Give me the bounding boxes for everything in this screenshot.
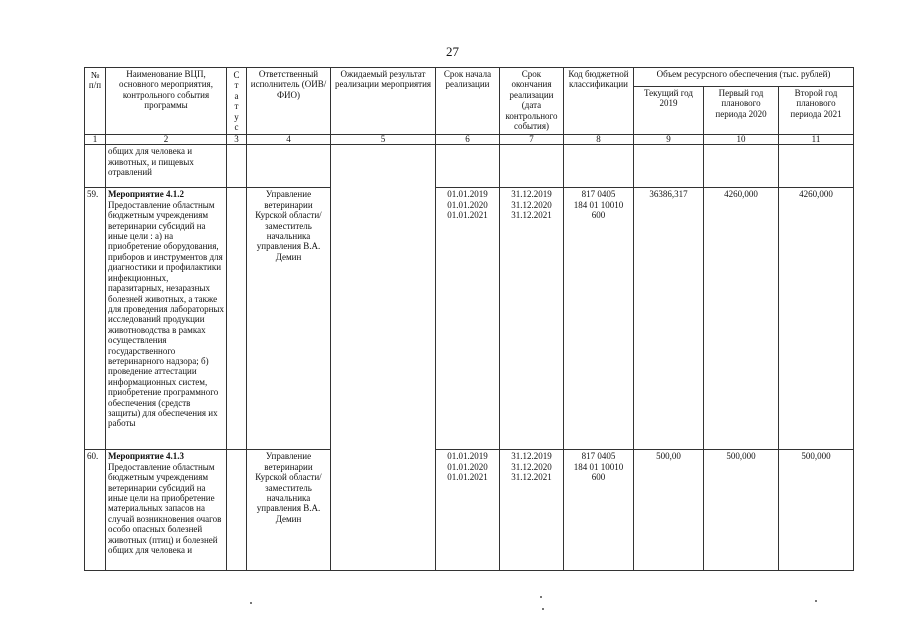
row-executor: Управление ветеринарии Курской области/заместитель начальника управления В.А. Демин [247, 450, 331, 571]
end-date: 31.12.2020 [511, 461, 552, 472]
index-row [85, 135, 854, 145]
header-status [227, 68, 247, 135]
header-end: Срок окончания реализации (дата контрольного события) [500, 68, 564, 135]
table-row [85, 450, 854, 571]
start-date: 01.01.2020 [447, 461, 488, 472]
row-end [500, 450, 564, 571]
row-name: Предоставление областным бюджетным учреждениям ветеринарии субсидий на иные цели на приобретение материальных запасов на случай возникновения очагов особо опасных болезней животных (птиц) и болезней общих для человека и [108, 461, 222, 556]
scan-speck [540, 596, 542, 598]
row-year-2019: 36386,317 [634, 188, 704, 450]
row-name-cell [106, 450, 227, 571]
code-line: 817 0405 [581, 189, 616, 200]
start-date: 01.01.2021 [447, 472, 488, 483]
start-date: 01.01.2020 [447, 199, 488, 210]
row-code [564, 450, 634, 571]
row-num: 60. [85, 450, 106, 571]
header-volume: Объем ресурсного обеспечения (тыс. рублей) [634, 68, 854, 87]
row-start [436, 188, 500, 450]
row-year-2021: 4260,000 [779, 188, 854, 450]
row-year-2019: 500,00 [634, 450, 704, 571]
row-title: Мероприятие 4.1.2 [108, 189, 184, 200]
row-executor: Управление ветеринарии Курской области/заместитель начальника управления В.А. Демин [247, 188, 331, 450]
row-start [436, 450, 500, 571]
scan-speck [250, 602, 252, 604]
header-result: Ожидаемый результат реализации мероприятия [331, 68, 436, 135]
index-cell: 10 [704, 135, 779, 145]
index-cell: 8 [564, 135, 634, 145]
row-name-cell [106, 188, 227, 450]
index-cell: 2 [106, 135, 227, 145]
row-code [564, 188, 634, 450]
header-year-2021: Второй год планового периода 2021 [779, 86, 854, 134]
header-executor: Ответственный исполнитель (ОИВ/ФИО) [247, 68, 331, 135]
continuation-name: общих для человека и животных, и пищевых отравлений [106, 145, 227, 188]
code-line: 600 [591, 472, 606, 483]
index-cell: 6 [436, 135, 500, 145]
header-code: Код бюджетной классификации [564, 68, 634, 135]
header-year-2019: Текущий год 2019 [634, 86, 704, 134]
code-line: 817 0405 [581, 451, 616, 462]
header-name: Наименование ВЦП, основного мероприятия, контрольного события программы [106, 68, 227, 135]
header-year-2020: Первый год планового периода 2020 [704, 86, 779, 134]
end-date: 31.12.2021 [511, 472, 552, 483]
row-year-2020: 500,000 [704, 450, 779, 571]
index-cell: 3 [227, 135, 247, 145]
index-cell: 7 [500, 135, 564, 145]
row-num: 59. [85, 188, 106, 450]
row-year-2021: 500,000 [779, 450, 854, 571]
row-status [227, 450, 247, 571]
end-date: 31.12.2019 [511, 451, 552, 462]
start-date: 01.01.2019 [447, 189, 488, 200]
code-line: 184 01 10010 [573, 461, 624, 472]
end-date: 31.12.2019 [511, 189, 552, 200]
code-line: 184 01 10010 [573, 199, 624, 210]
row-end [500, 188, 564, 450]
index-cell: 9 [634, 135, 704, 145]
page-number: 27 [446, 44, 459, 59]
table-row [85, 188, 854, 450]
row-name: Предоставление областным бюджетным учреждениям ветеринарии субсидий на иные цели : а) на приобретение оборудования, приборов и инструментов для диагностики и профилактики инфекционных, паразитарных, незаразных болезней животных, а также для проведения лабораторных исследований продукции животноводства в рамках осуществления государственного ветеринарного надзора; б) проведение аттестации информационных систем, приобретение программного обеспечения (средств защиты) для обеспечения их работы [108, 199, 224, 429]
row-title: Мероприятие 4.1.3 [108, 451, 184, 462]
start-date: 01.01.2021 [447, 210, 488, 221]
header-num: № п/п [85, 68, 106, 135]
start-date: 01.01.2019 [447, 451, 488, 462]
header-row [85, 68, 854, 87]
budget-table [84, 67, 854, 571]
code-line: 600 [591, 210, 606, 221]
scan-speck [542, 608, 544, 610]
header-start: Срок начала реализации [436, 68, 500, 135]
row-status [227, 188, 247, 450]
header-status-text: Статус [233, 70, 240, 133]
row-year-2020: 4260,000 [704, 188, 779, 450]
index-cell: 4 [247, 135, 331, 145]
scan-speck [815, 600, 817, 602]
index-cell: 1 [85, 135, 106, 145]
result-cell [331, 145, 436, 571]
index-cell: 11 [779, 135, 854, 145]
end-date: 31.12.2020 [511, 199, 552, 210]
index-cell: 5 [331, 135, 436, 145]
end-date: 31.12.2021 [511, 210, 552, 221]
table-row-continuation [85, 145, 854, 188]
